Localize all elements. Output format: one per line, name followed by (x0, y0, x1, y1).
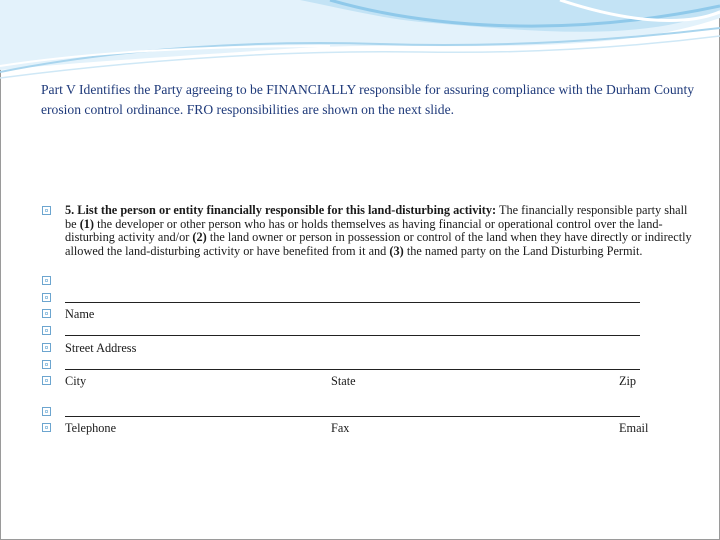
item-5-num-3: (3) (389, 243, 404, 258)
item-5-num-2: (2) (192, 230, 207, 245)
item-5-heading: 5. List the person or entity financially responsible for this land-disturbing activity: (65, 203, 497, 217)
email-label: Email (619, 421, 649, 435)
fax-label: Fax (331, 421, 350, 435)
bullet-checkbox-icon (42, 376, 51, 385)
street-address-label: Street Address (65, 341, 137, 355)
city-state-zip-input-line[interactable] (65, 369, 640, 370)
zip-label: Zip (619, 374, 637, 388)
street-address-input-line[interactable] (65, 335, 640, 336)
item-5-text (65, 204, 695, 258)
telephone-label: Telephone (65, 421, 117, 435)
phone-fax-email-input-line[interactable] (65, 416, 640, 417)
city-label: City (65, 374, 87, 388)
bullet-checkbox-icon (42, 276, 51, 285)
bullet-checkbox-icon (42, 423, 51, 432)
item-5-num-1: (1) (79, 216, 95, 231)
bullet-checkbox-icon (42, 326, 51, 335)
name-label: Name (65, 307, 95, 321)
state-label: State (331, 374, 356, 388)
item-5-body-mid-1: the developer or other person who has or holds themselves as having financial or operational control over the land-disturbing activity and/or (65, 216, 663, 245)
bullet-checkbox-icon (42, 293, 51, 302)
intro-paragraph: Part V Identifies the Party agreeing to be FINANCIALLY responsible for assuring compliance with the Durham County erosion control ordinance. FRO responsibilities are shown on the next slide. (41, 82, 695, 117)
header-wave-decoration (0, 0, 720, 90)
item-5-body-end: the named party on the Land Disturbing Permit. (406, 243, 643, 258)
bullet-checkbox-icon (42, 309, 51, 318)
bullet-checkbox-icon (42, 360, 51, 369)
item-5-body-start: The financially responsible party shall be (65, 203, 688, 231)
bullet-checkbox-icon (42, 343, 51, 352)
bullet-checkbox-icon (42, 206, 51, 215)
item-5-body-mid-2: the land owner or person in possession or control of the land when they have directly or indirectly allowed the land-disturbing activity or have benefited from it and (65, 230, 692, 258)
bullet-checkbox-icon (42, 407, 51, 416)
name-input-line[interactable] (65, 302, 640, 303)
